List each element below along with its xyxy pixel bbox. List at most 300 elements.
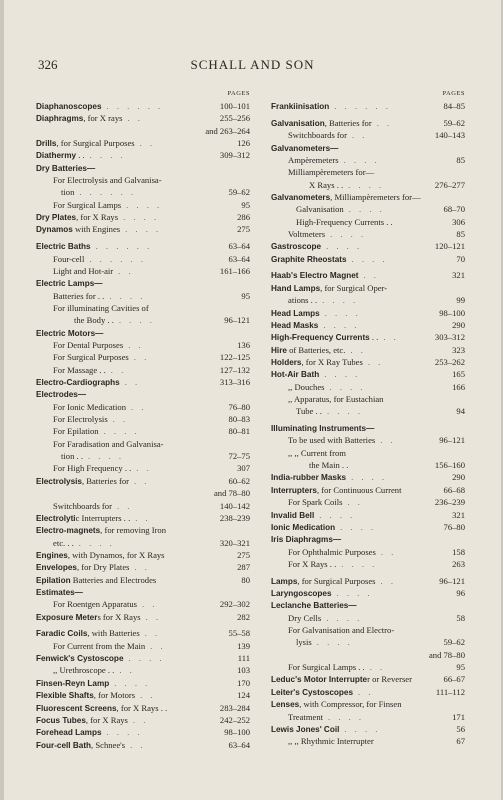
entry-pages: 60–62 [226, 475, 250, 487]
leader-dots: . . . . . . [95, 241, 153, 252]
index-entry [271, 587, 465, 599]
index-entry [36, 652, 250, 664]
entry-pages: 95 [453, 661, 465, 673]
entry-title: Electro-Cardiographs [36, 378, 120, 388]
entry-title: Galvanisation [296, 204, 344, 215]
entry-pages: 111–112 [433, 686, 465, 698]
entry-title: High-Frequency Currents . . [296, 216, 393, 227]
entry-title: Galvanisation, Batteries for [271, 117, 372, 128]
leader-dots: . . [134, 562, 150, 573]
index-entry [36, 425, 250, 437]
entry-title: High-Frequency Currents . . [271, 332, 379, 343]
index-entry [271, 459, 465, 471]
entry-title: Estimates— [36, 587, 83, 597]
entry-pages: 290 [449, 471, 465, 483]
index-entry [271, 269, 465, 281]
entry-pages: 166 [449, 381, 465, 393]
entry-title: Hand Lamps, for Surgical Oper- [271, 282, 388, 293]
leader-dots: . . . . [330, 228, 367, 239]
entry-title: Lenses, with Compressor, for Finsen [271, 699, 402, 710]
entry-title: ,, Douches [288, 381, 325, 392]
index-entry [36, 339, 250, 351]
index-entry [36, 524, 250, 536]
entry-title: For Ionic Medication [53, 401, 127, 412]
entry-title: Envelopes, for Dry Plates [36, 562, 130, 573]
leader-dots: . . . . [351, 253, 388, 264]
leader-dots: . . [124, 377, 141, 388]
entry-pages: 96 [453, 587, 465, 599]
index-entry [271, 624, 465, 636]
leader-dots: . . . . [319, 509, 356, 520]
index-entry [36, 240, 250, 252]
entry-pages: 170 [234, 677, 250, 689]
entry-title: Electro-magnets, for removing Iron [36, 525, 167, 536]
entry-title: Faradic Coils, with Batteries [36, 628, 140, 639]
index-entry [36, 199, 250, 211]
entry-title: For Massage . . [53, 364, 106, 375]
entry-title: For Spark Coils [288, 497, 343, 508]
entry-title: Ampèremeters [288, 154, 339, 165]
entry-title: Haab's Electro Magnet [271, 271, 359, 281]
entry-title: ,, ,, Current from [288, 447, 346, 458]
leader-dots: . . . . . . [106, 101, 164, 111]
leader-dots: . . . . [343, 154, 380, 165]
entry-title: Laryngoscopes [271, 589, 332, 599]
index-entry [36, 388, 250, 400]
entry-title: For illuminating Cavities of [53, 303, 149, 313]
leader-dots: . . [145, 611, 162, 622]
index-entry [271, 735, 465, 747]
index-entry [271, 307, 465, 319]
entry-pages: 255–256 [217, 112, 250, 124]
leader-dots: . . [383, 332, 399, 343]
leader-dots: . . . . [348, 204, 385, 215]
entry-title: Electric Baths [36, 242, 91, 252]
leader-dots: . . [133, 475, 150, 486]
entry-title: For Surgical Purposes [53, 352, 129, 363]
entry-title: X Rays . . [309, 179, 344, 190]
index-entry [36, 598, 250, 610]
leader-dots: . . [363, 270, 379, 281]
leader-dots: . . [140, 690, 156, 701]
leader-dots: . . . . [326, 612, 363, 623]
entry-title: Leiter's Cystoscopes [271, 687, 354, 697]
entry-title: Electrolysis, Batteries for [36, 475, 129, 486]
entry-title: For Galvanisation and Electro- [288, 625, 395, 636]
entry-pages: 140–142 [217, 500, 250, 512]
index-entry [36, 223, 250, 235]
leader-dots: . . . . [123, 212, 160, 223]
entry-pages: 286 [234, 211, 250, 223]
entry-title: Four-cell [53, 253, 85, 264]
leader-dots: . . . . [316, 637, 353, 648]
entry-title: ations . . [288, 295, 318, 306]
entry-title: Illuminating Instruments— [271, 424, 375, 434]
leader-dots: . . . . [323, 319, 360, 330]
entry-pages: 171 [449, 711, 465, 723]
index-entries [271, 100, 465, 748]
entry-pages: 96–121 [436, 434, 465, 446]
leader-dots: . . . . [103, 426, 140, 437]
index-entry [271, 661, 465, 673]
leader-dots: . . . . [326, 406, 363, 417]
index-entry [271, 636, 465, 648]
leader-dots: . . . . [328, 711, 365, 722]
entry-pages: 80 [238, 574, 250, 586]
index-entry [271, 673, 465, 685]
leader-dots: . . [367, 356, 384, 367]
index-entry [271, 166, 465, 178]
entry-pages: 275 [234, 223, 250, 235]
entry-title: the Body . . [74, 315, 114, 326]
entry-title: Holders, for X Ray Tubes [271, 356, 363, 367]
index-entry [271, 319, 465, 331]
entry-pages: 306 [449, 216, 465, 228]
entry-title: For Dental Purposes [53, 340, 124, 351]
entry-pages: 236–239 [432, 496, 465, 508]
index-entry [271, 100, 465, 112]
entry-title: Switchboards for [53, 500, 112, 511]
index-entry [271, 381, 465, 393]
entry-pages: 96–121 [436, 575, 465, 587]
entry-pages: 63–64 [226, 739, 250, 751]
entry-pages: 156–160 [432, 459, 465, 471]
entry-pages: 66–68 [441, 484, 465, 496]
entry-pages: 96–121 [221, 314, 250, 326]
index-entry [36, 162, 250, 174]
index-entry [271, 686, 465, 698]
leader-dots: . . [358, 686, 374, 697]
leader-dots: . . . . [324, 307, 361, 318]
leader-dots: . . [136, 463, 152, 474]
entry-pages: 287 [234, 561, 250, 573]
entry-pages: 80–81 [226, 425, 250, 437]
entry-title: Frankiinisation [271, 102, 330, 111]
index-entry [36, 537, 250, 549]
index-entry [36, 401, 250, 413]
entry-pages: 72–75 [226, 450, 250, 462]
entry-title: Engines, with Dynamos, for X Rays [36, 549, 165, 560]
index-entry [36, 125, 250, 137]
index-entry [36, 277, 250, 289]
entry-pages: 320–321 [217, 537, 250, 549]
leader-dots: . . [351, 130, 368, 141]
index-entry [36, 677, 250, 689]
entry-pages: 290 [449, 319, 465, 331]
index-entry [271, 533, 465, 545]
entry-title: For Faradisation and Galvanisa- [53, 438, 164, 449]
index-entry [36, 302, 250, 314]
page-number: 326 [38, 57, 58, 72]
entry-pages: 85 [453, 154, 465, 166]
index-entry [36, 500, 250, 512]
index-entry [271, 129, 465, 141]
index-column-left [36, 90, 250, 751]
entry-title: Fenwick's Cystoscope [36, 654, 124, 664]
index-entry [36, 702, 250, 714]
index-entry [271, 191, 465, 203]
leader-dots: . . [133, 352, 150, 363]
entry-title: For High Frequency . . [53, 463, 132, 474]
index-entry [271, 509, 465, 521]
entry-pages: 76–80 [441, 521, 465, 533]
entry-title: For Roentgen Apparatus [53, 599, 138, 610]
entry-pages: 161–166 [217, 265, 250, 277]
entry-title: Dynamos with Engines [36, 224, 121, 235]
entry-pages: 99 [453, 294, 465, 306]
leader-dots: . . [350, 344, 366, 355]
entry-title: Iris Diaphragms— [271, 535, 342, 545]
entry-pages: 283–284 [217, 702, 250, 714]
leader-dots: . . [380, 546, 397, 557]
entry-pages: and 78–80 [211, 487, 250, 499]
entry-pages: 59–62 [441, 117, 465, 129]
entry-title: For Ophthalmic Purposes [288, 546, 376, 557]
leader-dots: . . . . [128, 653, 165, 664]
index-entry [36, 561, 250, 573]
entry-pages: 59–62 [441, 636, 465, 648]
leader-dots: . . [139, 138, 156, 149]
index-entry [271, 599, 465, 611]
entry-pages: 321 [449, 269, 465, 281]
entry-title: ,, ,, Rhythmic Interrupter [288, 736, 374, 747]
index-entry [271, 612, 465, 624]
entry-pages: 242–252 [217, 714, 250, 726]
entry-pages: 56 [453, 723, 465, 735]
entry-pages: 263 [449, 558, 465, 570]
entry-pages: 95 [238, 199, 250, 211]
entry-title: Voltmeters [288, 228, 326, 239]
entry-pages: 94 [453, 405, 465, 417]
index-entry [36, 314, 250, 326]
entry-title: Dry Batteries— [36, 163, 96, 173]
entry-title: ,, Apparatus, for Eustachian [288, 393, 384, 404]
leader-dots: . . . . . . [89, 253, 146, 264]
leader-dots: . . . . [351, 472, 388, 483]
leader-dots: . . [376, 117, 393, 128]
leader-dots: . . [128, 340, 144, 351]
leader-dots: . . . . [125, 224, 162, 235]
entry-title: Milliampèremeters for— [288, 167, 375, 178]
index-entry [36, 462, 250, 474]
index-entry [36, 327, 250, 339]
index-entry [271, 405, 465, 417]
index-entry [271, 698, 465, 710]
leader-dots: . . . . [341, 558, 378, 569]
catalogue-page [4, 0, 501, 800]
index-entry [271, 434, 465, 446]
index-entry [36, 726, 250, 738]
leader-dots: . . . . [87, 451, 125, 462]
entry-pages: 84–85 [441, 100, 465, 112]
leader-dots: . . . . [344, 723, 381, 734]
index-entry [271, 356, 465, 368]
entry-pages: 321 [449, 509, 465, 521]
index-entry [36, 186, 250, 198]
index-entry [36, 549, 250, 561]
leader-dots: . . . . [340, 521, 377, 532]
entry-title: Head Masks [271, 320, 319, 330]
entry-pages: 67 [453, 735, 465, 747]
entry-title: Switchboards for [288, 130, 347, 141]
entry-title: For Electrolysis [53, 414, 108, 425]
entry-pages: 98–100 [436, 307, 465, 319]
entry-pages: 111 [235, 652, 250, 664]
leader-dots: . . [132, 714, 149, 725]
entry-title: Leduc's Motor Interrupter or Reverser [271, 674, 412, 685]
leader-dots: . . . . [106, 727, 143, 738]
entry-pages: 63–64 [226, 253, 250, 265]
entry-pages: 158 [449, 546, 465, 558]
entry-title: Batteries for . . [53, 290, 105, 301]
entry-title: Tube . . [296, 406, 322, 417]
entry-title: Epilation Batteries and Electrodes [36, 574, 157, 585]
entry-pages: 58 [453, 612, 465, 624]
index-entry [271, 422, 465, 434]
index-entry [36, 512, 250, 524]
index-entry [271, 546, 465, 558]
index-entry [271, 331, 465, 343]
entry-title: ,, Urethroscope . . [53, 665, 115, 676]
index-entry [271, 240, 465, 252]
entry-pages: 307 [234, 462, 250, 474]
entry-title: Invalid Bell [271, 510, 315, 520]
index-entry [36, 475, 250, 487]
entry-title: For Electrolysis and Galvanisa- [53, 175, 162, 186]
index-entry [271, 496, 465, 508]
index-entry [271, 203, 465, 215]
entry-pages: 103 [234, 664, 250, 676]
leader-dots: . . [380, 435, 396, 446]
entry-pages: 70 [453, 253, 465, 265]
entry-title: Treatment [288, 711, 324, 722]
entry-pages: 122–125 [217, 351, 250, 363]
index-entry [271, 142, 465, 154]
index-entry [36, 438, 250, 450]
leader-dots: . . . . [89, 150, 126, 161]
index-entry [271, 723, 465, 735]
index-entry [36, 586, 250, 598]
entry-title: Fluorescent Screens, for X Rays . . [36, 702, 168, 713]
entry-title: To be used with Batteries [288, 435, 376, 446]
index-entry [271, 558, 465, 570]
index-entry [36, 487, 250, 499]
entry-pages: 238–239 [217, 512, 250, 524]
entry-title: Interrupters, for Continuous Current [271, 484, 402, 495]
leader-dots: . . . . . . [334, 101, 391, 111]
index-entry [271, 282, 465, 294]
entry-pages: 292–302 [217, 598, 250, 610]
entry-title: Head Lamps [271, 308, 320, 318]
index-entry [36, 640, 250, 652]
entry-title: For X Rays . . [288, 558, 337, 569]
index-entry [36, 450, 250, 462]
leader-dots: . . . . [329, 381, 366, 392]
index-entry [271, 393, 465, 405]
entry-title: tion [61, 187, 75, 198]
leader-dots: . . [131, 401, 147, 412]
entry-pages: and 263–264 [202, 125, 250, 137]
entry-pages: 140–143 [432, 129, 465, 141]
index-column-right [271, 90, 465, 748]
index-entry [36, 211, 250, 223]
entry-title: Four-cell Bath, Schnee's [36, 739, 126, 750]
index-entry [36, 714, 250, 726]
entry-pages: 253–262 [432, 356, 465, 368]
entry-pages: 76–80 [226, 401, 250, 413]
entry-title: India-rubber Masks [271, 473, 347, 483]
entry-pages: 66–67 [441, 673, 465, 685]
entry-pages: 124 [234, 689, 250, 701]
index-entry [36, 364, 250, 376]
index-entry [271, 484, 465, 496]
index-entry [36, 611, 250, 623]
entry-title: Forehead Lamps [36, 728, 102, 738]
leader-dots: . . . . [109, 290, 146, 301]
index-entry [271, 228, 465, 240]
leader-dots: . . [135, 512, 151, 523]
pages-column-label: PAGES [227, 90, 250, 97]
index-entry [271, 711, 465, 723]
entry-pages: 85 [453, 228, 465, 240]
entry-pages: 136 [234, 339, 250, 351]
entry-title: Leclanche Batteries— [271, 601, 357, 611]
entry-title: Ionic Medication [271, 522, 336, 532]
index-entry [271, 154, 465, 166]
entry-title: For Epilation [53, 426, 99, 437]
entry-title: Focus Tubes, for X Rays [36, 714, 128, 725]
index-entry [271, 447, 465, 459]
entry-title: the Main . . [309, 460, 349, 471]
leader-dots: . . [150, 640, 166, 651]
leader-dots: . . [347, 497, 363, 508]
index-entry [271, 471, 465, 483]
leader-dots: . . [142, 599, 158, 610]
leader-dots: . . . . [114, 677, 151, 688]
leader-dots: . . . . [326, 241, 363, 252]
entry-pages: 282 [234, 611, 250, 623]
leader-dots: . . . . [324, 369, 361, 380]
entry-title: Finsen-Reyn Lamp [36, 678, 110, 688]
entry-title: Electric Lamps— [36, 279, 103, 289]
entry-pages: 275 [234, 549, 250, 561]
index-entry [271, 575, 465, 587]
index-entry [36, 265, 250, 277]
entry-pages: 139 [234, 640, 250, 652]
entry-pages: 95 [238, 290, 250, 302]
leader-dots: . . . . . . [79, 187, 137, 198]
entry-title: Diaphanoscopes [36, 102, 102, 111]
index-entries [36, 100, 250, 751]
leader-dots: . . . . [322, 295, 359, 306]
leader-dots: . . . . [78, 537, 115, 548]
leader-dots: . . [127, 113, 143, 124]
entry-pages: 323 [449, 344, 465, 356]
index-entry [36, 739, 250, 751]
entry-title: Diaphragms, for X rays [36, 113, 123, 124]
entry-title: Hot-Air Bath [271, 370, 320, 380]
leader-dots: . . [130, 739, 146, 750]
index-entry [36, 413, 250, 425]
entry-title: Light and Hot-air [53, 265, 114, 276]
entry-title: For Surgical Lamps . . [288, 662, 365, 673]
entry-title: Lamps, for Surgical Purposes [271, 575, 376, 586]
index-entry [271, 521, 465, 533]
entry-pages: 276–277 [432, 179, 465, 191]
index-entry [36, 149, 250, 161]
entry-pages: 63–64 [226, 240, 250, 252]
leader-dots: . . [380, 575, 396, 586]
